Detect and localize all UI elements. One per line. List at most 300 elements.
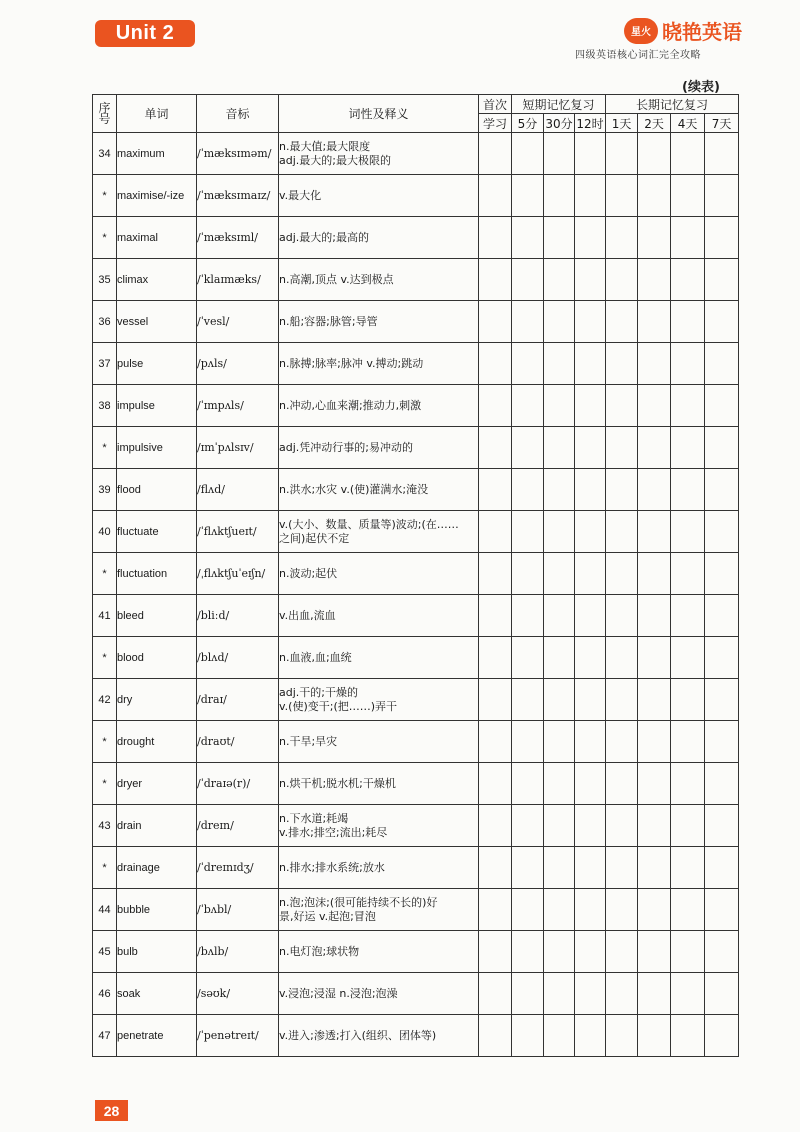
header-30min: 30分 — [544, 114, 575, 133]
review-check-cell — [671, 637, 705, 679]
review-check-cell — [606, 847, 638, 889]
review-check-cell — [512, 259, 544, 301]
review-check-cell — [638, 133, 671, 175]
review-check-cell — [512, 217, 544, 259]
table-row — [93, 805, 739, 847]
review-check-cell — [479, 679, 512, 721]
row-meaning — [279, 889, 479, 931]
review-check-cell — [606, 931, 638, 973]
review-check-cell — [638, 427, 671, 469]
row-word: soak — [117, 973, 197, 1015]
review-check-cell — [606, 595, 638, 637]
row-meaning — [279, 217, 479, 259]
review-check-cell — [606, 553, 638, 595]
header-first-study-sub: 学习 — [479, 114, 512, 133]
review-check-cell — [671, 175, 705, 217]
table-row — [93, 637, 739, 679]
review-check-cell — [606, 637, 638, 679]
review-check-cell — [544, 259, 575, 301]
review-check-cell — [575, 511, 606, 553]
review-check-cell — [479, 721, 512, 763]
review-check-cell — [671, 343, 705, 385]
row-phonetic: /ɪmˈpʌlsɪv/ — [197, 427, 279, 469]
meaning-line: 之间)起伏不定 — [279, 531, 350, 545]
review-check-cell — [705, 595, 739, 637]
review-check-cell — [638, 511, 671, 553]
review-check-cell — [671, 553, 705, 595]
table-row — [93, 217, 739, 259]
row-meaning — [279, 385, 479, 427]
review-check-cell — [544, 133, 575, 175]
row-phonetic: /ˈbʌbl/ — [197, 889, 279, 931]
review-check-cell — [512, 721, 544, 763]
row-phonetic: /səʊk/ — [197, 973, 279, 1015]
meaning-line: v.排水;排空;流出;耗尽 — [279, 825, 388, 839]
row-number: 43 — [93, 805, 117, 847]
review-check-cell — [671, 847, 705, 889]
review-check-cell — [512, 973, 544, 1015]
row-word: impulsive — [117, 427, 197, 469]
review-check-cell — [705, 805, 739, 847]
row-word: bubble — [117, 889, 197, 931]
meaning-line: v.(使)变干;(把……)弄干 — [279, 699, 398, 713]
review-check-cell — [638, 721, 671, 763]
row-meaning — [279, 343, 479, 385]
review-check-cell — [671, 1015, 705, 1057]
review-check-cell — [512, 469, 544, 511]
review-check-cell — [544, 805, 575, 847]
row-phonetic: /ˈɪmpʌls/ — [197, 385, 279, 427]
review-check-cell — [479, 385, 512, 427]
row-meaning — [279, 931, 479, 973]
row-word: maximal — [117, 217, 197, 259]
row-meaning — [279, 511, 479, 553]
review-check-cell — [705, 469, 739, 511]
header-2day: 2天 — [638, 114, 671, 133]
row-word: fluctuate — [117, 511, 197, 553]
review-check-cell — [606, 217, 638, 259]
review-check-cell — [544, 511, 575, 553]
review-check-cell — [638, 469, 671, 511]
review-check-cell — [671, 469, 705, 511]
brand-subtitle: 四级英语核心词汇完全攻略 — [575, 50, 701, 61]
meaning-line: n.脉搏;脉率;脉冲 v.搏动;跳动 — [279, 356, 424, 370]
review-check-cell — [512, 385, 544, 427]
review-check-cell — [638, 847, 671, 889]
meaning-line: v.浸泡;浸湿 n.浸泡;泡澡 — [279, 986, 398, 1000]
row-word: pulse — [117, 343, 197, 385]
review-check-cell — [671, 805, 705, 847]
review-check-cell — [512, 553, 544, 595]
review-check-cell — [705, 721, 739, 763]
review-check-cell — [705, 553, 739, 595]
review-check-cell — [544, 763, 575, 805]
meaning-line: n.船;容器;脉管;导管 — [279, 314, 378, 328]
review-check-cell — [575, 637, 606, 679]
review-check-cell — [544, 1015, 575, 1057]
header-word: 单词 — [117, 95, 197, 133]
review-check-cell — [606, 301, 638, 343]
meaning-line: v.出血,流血 — [279, 608, 336, 622]
row-meaning — [279, 1015, 479, 1057]
row-meaning — [279, 847, 479, 889]
table-row — [93, 973, 739, 1015]
review-check-cell — [606, 763, 638, 805]
meaning-line: n.波动;起伏 — [279, 566, 338, 580]
review-check-cell — [544, 637, 575, 679]
review-check-cell — [606, 259, 638, 301]
review-check-cell — [671, 931, 705, 973]
row-phonetic: /ˈmæksɪməm/ — [197, 133, 279, 175]
review-check-cell — [544, 343, 575, 385]
row-phonetic: /ˈflʌktʃueɪt/ — [197, 511, 279, 553]
review-check-cell — [606, 721, 638, 763]
row-meaning — [279, 679, 479, 721]
review-check-cell — [638, 679, 671, 721]
table-row — [93, 1015, 739, 1057]
review-check-cell — [638, 217, 671, 259]
table-row — [93, 133, 739, 175]
review-check-cell — [512, 1015, 544, 1057]
review-check-cell — [705, 175, 739, 217]
review-check-cell — [705, 343, 739, 385]
review-check-cell — [544, 679, 575, 721]
row-meaning — [279, 259, 479, 301]
meaning-line: n.电灯泡;球状物 — [279, 944, 360, 958]
row-phonetic: /draɪ/ — [197, 679, 279, 721]
table-row — [93, 427, 739, 469]
review-check-cell — [705, 511, 739, 553]
row-word: fluctuation — [117, 553, 197, 595]
review-check-cell — [606, 469, 638, 511]
review-check-cell — [479, 301, 512, 343]
review-check-cell — [705, 763, 739, 805]
row-number: 47 — [93, 1015, 117, 1057]
meaning-line: n.烘干机;脱水机;干燥机 — [279, 776, 396, 790]
review-check-cell — [479, 259, 512, 301]
meaning-line: n.高潮,顶点 v.达到极点 — [279, 272, 394, 286]
row-number: * — [93, 553, 117, 595]
row-meaning — [279, 553, 479, 595]
review-check-cell — [606, 889, 638, 931]
row-word: maximise/-ize — [117, 175, 197, 217]
review-check-cell — [705, 259, 739, 301]
table-row — [93, 469, 739, 511]
review-check-cell — [671, 595, 705, 637]
review-check-cell — [479, 175, 512, 217]
review-check-cell — [638, 763, 671, 805]
review-check-cell — [544, 973, 575, 1015]
row-number: * — [93, 637, 117, 679]
table-row — [93, 511, 739, 553]
row-number: 35 — [93, 259, 117, 301]
review-check-cell — [705, 889, 739, 931]
review-check-cell — [512, 343, 544, 385]
review-check-cell — [575, 133, 606, 175]
review-check-cell — [705, 931, 739, 973]
review-check-cell — [638, 1015, 671, 1057]
review-check-cell — [638, 259, 671, 301]
review-check-cell — [638, 889, 671, 931]
row-number: 38 — [93, 385, 117, 427]
row-word: climax — [117, 259, 197, 301]
row-phonetic: /ˈmæksɪml/ — [197, 217, 279, 259]
row-phonetic: /ˈdraɪə(r)/ — [197, 763, 279, 805]
review-check-cell — [575, 259, 606, 301]
review-check-cell — [575, 301, 606, 343]
review-check-cell — [705, 1015, 739, 1057]
review-check-cell — [575, 595, 606, 637]
row-word: dryer — [117, 763, 197, 805]
review-check-cell — [671, 889, 705, 931]
review-check-cell — [575, 1015, 606, 1057]
row-number: 45 — [93, 931, 117, 973]
row-meaning — [279, 133, 479, 175]
review-check-cell — [512, 595, 544, 637]
review-check-cell — [544, 217, 575, 259]
table-row — [93, 385, 739, 427]
review-check-cell — [512, 679, 544, 721]
review-check-cell — [479, 763, 512, 805]
meaning-line: n.血液,血;血统 — [279, 650, 352, 664]
review-check-cell — [638, 973, 671, 1015]
review-check-cell — [479, 133, 512, 175]
row-word: drought — [117, 721, 197, 763]
review-check-cell — [606, 343, 638, 385]
row-word: drain — [117, 805, 197, 847]
review-check-cell — [606, 973, 638, 1015]
review-check-cell — [544, 427, 575, 469]
review-check-cell — [575, 721, 606, 763]
review-check-cell — [638, 301, 671, 343]
review-check-cell — [512, 847, 544, 889]
row-word: vessel — [117, 301, 197, 343]
header-12h: 12时 — [575, 114, 606, 133]
review-check-cell — [512, 427, 544, 469]
review-check-cell — [512, 637, 544, 679]
review-check-cell — [638, 385, 671, 427]
review-check-cell — [544, 889, 575, 931]
row-word: blood — [117, 637, 197, 679]
meaning-line: n.泡;泡沫;(很可能持续不长的)好 — [279, 895, 438, 909]
table-row — [93, 679, 739, 721]
table-row — [93, 721, 739, 763]
review-check-cell — [544, 931, 575, 973]
row-phonetic: /ˌflʌktʃuˈeɪʃn/ — [197, 553, 279, 595]
review-check-cell — [606, 427, 638, 469]
review-check-cell — [544, 385, 575, 427]
row-word: penetrate — [117, 1015, 197, 1057]
row-phonetic: /ˈvesl/ — [197, 301, 279, 343]
review-check-cell — [671, 301, 705, 343]
review-check-cell — [575, 847, 606, 889]
review-check-cell — [575, 553, 606, 595]
row-phonetic: /blʌd/ — [197, 637, 279, 679]
meaning-line: adj.最大的;最高的 — [279, 230, 369, 244]
row-number: 46 — [93, 973, 117, 1015]
review-check-cell — [575, 805, 606, 847]
review-check-cell — [671, 133, 705, 175]
row-word: bulb — [117, 931, 197, 973]
table-row — [93, 553, 739, 595]
brand — [624, 16, 742, 45]
review-check-cell — [544, 553, 575, 595]
header-first-study: 首次 — [479, 95, 512, 114]
row-word: flood — [117, 469, 197, 511]
review-check-cell — [512, 175, 544, 217]
row-phonetic: /ˈpenətreɪt/ — [197, 1015, 279, 1057]
review-check-cell — [705, 973, 739, 1015]
row-number: 36 — [93, 301, 117, 343]
row-number: 40 — [93, 511, 117, 553]
review-check-cell — [479, 1015, 512, 1057]
review-check-cell — [705, 301, 739, 343]
unit-badge: Unit 2 — [95, 20, 195, 47]
row-meaning — [279, 721, 479, 763]
row-meaning — [279, 469, 479, 511]
review-check-cell — [638, 553, 671, 595]
review-check-cell — [638, 931, 671, 973]
review-check-cell — [575, 973, 606, 1015]
review-check-cell — [575, 889, 606, 931]
review-check-cell — [479, 553, 512, 595]
review-check-cell — [705, 217, 739, 259]
review-check-cell — [575, 385, 606, 427]
review-check-cell — [479, 469, 512, 511]
header-long-term-review: 长期记忆复习 — [606, 95, 739, 114]
review-check-cell — [512, 301, 544, 343]
review-check-cell — [479, 427, 512, 469]
review-check-cell — [671, 259, 705, 301]
meaning-line: n.洪水;水灾 v.(使)灌满水;淹没 — [279, 482, 429, 496]
meaning-line: n.最大值;最大限度 — [279, 139, 371, 153]
review-check-cell — [671, 217, 705, 259]
row-number: 44 — [93, 889, 117, 931]
review-check-cell — [638, 343, 671, 385]
review-check-cell — [544, 175, 575, 217]
row-meaning — [279, 175, 479, 217]
row-phonetic: /ˈdreɪnɪdʒ/ — [197, 847, 279, 889]
meaning-line: v.最大化 — [279, 188, 322, 202]
continued-label: (续表) — [682, 80, 720, 95]
review-check-cell — [479, 595, 512, 637]
review-check-cell — [575, 763, 606, 805]
row-phonetic: /flʌd/ — [197, 469, 279, 511]
header-seq: 序号 — [93, 95, 117, 133]
row-phonetic: /dreɪn/ — [197, 805, 279, 847]
review-check-cell — [705, 427, 739, 469]
row-word: bleed — [117, 595, 197, 637]
page-number: 28 — [95, 1100, 128, 1121]
review-check-cell — [544, 847, 575, 889]
review-check-cell — [606, 175, 638, 217]
row-phonetic: /pʌls/ — [197, 343, 279, 385]
header-1day: 1天 — [606, 114, 638, 133]
review-check-cell — [671, 511, 705, 553]
review-check-cell — [479, 343, 512, 385]
row-phonetic: /draʊt/ — [197, 721, 279, 763]
brand-logo-icon: 星火 — [624, 18, 658, 44]
review-check-cell — [671, 679, 705, 721]
row-meaning — [279, 763, 479, 805]
meaning-line: v.进入;渗透;打入(组织、团体等) — [279, 1028, 437, 1042]
review-check-cell — [575, 343, 606, 385]
review-check-cell — [575, 469, 606, 511]
row-meaning — [279, 595, 479, 637]
review-check-cell — [544, 721, 575, 763]
row-word: maximum — [117, 133, 197, 175]
review-check-cell — [705, 385, 739, 427]
review-check-cell — [479, 973, 512, 1015]
review-check-cell — [705, 679, 739, 721]
review-check-cell — [575, 427, 606, 469]
row-meaning — [279, 427, 479, 469]
row-word: drainage — [117, 847, 197, 889]
table-row — [93, 847, 739, 889]
review-check-cell — [479, 805, 512, 847]
table-row — [93, 301, 739, 343]
header-5min: 5分 — [512, 114, 544, 133]
row-phonetic: /ˈmæksɪmaɪz/ — [197, 175, 279, 217]
review-check-cell — [606, 511, 638, 553]
table-row — [93, 343, 739, 385]
meaning-line: v.(大小、数量、质量等)波动;(在…… — [279, 517, 459, 531]
meaning-line: adj.凭冲动行事的;易冲动的 — [279, 440, 413, 454]
review-check-cell — [575, 931, 606, 973]
table-row — [93, 763, 739, 805]
row-word: impulse — [117, 385, 197, 427]
table-row — [93, 175, 739, 217]
vocabulary-table — [92, 94, 739, 1057]
row-number: 34 — [93, 133, 117, 175]
review-check-cell — [671, 973, 705, 1015]
table-row — [93, 931, 739, 973]
header-phonetic: 音标 — [197, 95, 279, 133]
table-row — [93, 595, 739, 637]
review-check-cell — [479, 931, 512, 973]
meaning-line: n.排水;排水系统;放水 — [279, 860, 385, 874]
review-check-cell — [606, 805, 638, 847]
row-number: * — [93, 175, 117, 217]
row-number: 39 — [93, 469, 117, 511]
header-4day: 4天 — [671, 114, 705, 133]
review-check-cell — [512, 889, 544, 931]
row-number: * — [93, 763, 117, 805]
meaning-line: n.冲动,心血来潮;推动力,刺激 — [279, 398, 422, 412]
review-check-cell — [638, 175, 671, 217]
review-check-cell — [575, 217, 606, 259]
row-phonetic: /bliːd/ — [197, 595, 279, 637]
review-check-cell — [479, 637, 512, 679]
review-check-cell — [606, 1015, 638, 1057]
review-check-cell — [544, 595, 575, 637]
row-number: 42 — [93, 679, 117, 721]
review-check-cell — [638, 637, 671, 679]
review-check-cell — [638, 805, 671, 847]
meaning-line: 景,好运 v.起泡;冒泡 — [279, 909, 376, 923]
table-row — [93, 259, 739, 301]
review-check-cell — [575, 679, 606, 721]
row-meaning — [279, 301, 479, 343]
row-meaning — [279, 637, 479, 679]
review-check-cell — [479, 511, 512, 553]
review-check-cell — [479, 889, 512, 931]
row-number: * — [93, 427, 117, 469]
review-check-cell — [638, 595, 671, 637]
review-check-cell — [575, 175, 606, 217]
row-meaning — [279, 973, 479, 1015]
review-check-cell — [512, 931, 544, 973]
